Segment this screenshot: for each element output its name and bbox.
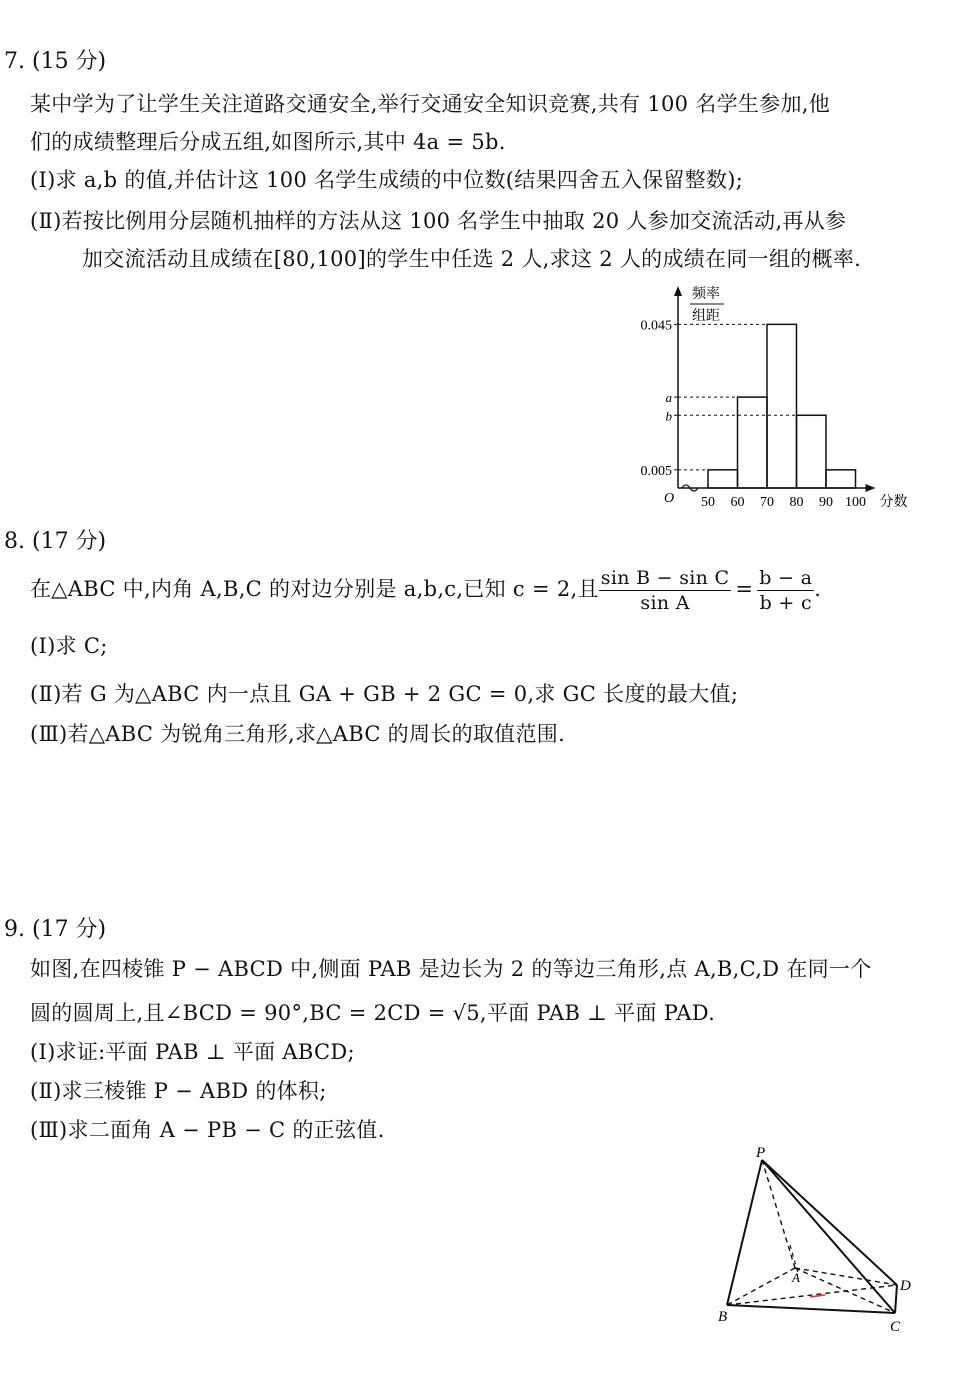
edge-PB [727, 1160, 762, 1305]
q8-frac-right-den: b + c [759, 592, 812, 614]
y-axis-title-top: 频率 [692, 287, 720, 302]
q9-line-1: 如图,在四棱锥 P − ABCD 中,侧面 PAB 是边长为 2 的等边三角形,点 A,B,C,D 在同一个 [30, 957, 872, 981]
q8-frac-left-num: sin B − sin C [600, 567, 730, 589]
y-axis-title-bottom: 组距 [692, 309, 720, 324]
edge-PD [762, 1160, 897, 1285]
vertex-label-B: B [718, 1309, 728, 1325]
q8-intro-line [30, 566, 821, 615]
x-tick-label: 70 [760, 495, 774, 510]
q8-number: 8. (17 分) [4, 529, 107, 554]
edge-AC [795, 1268, 895, 1313]
histogram-guides [674, 324, 797, 469]
y-tick-label: 0.005 [640, 463, 672, 479]
x-tick-label: 50 [701, 495, 715, 510]
q9-part1: (Ⅰ)求证:平面 PAB ⊥ 平面 ABCD; [30, 1040, 355, 1064]
q7-line-1: 某中学为了让学生关注道路交通安全,举行交通安全知识竞赛,共有 100 名学生参加,他 [30, 92, 831, 116]
edge-CD [895, 1285, 897, 1313]
y-tick-label: a [665, 390, 672, 406]
q9-line-2: 圆的圆周上,且∠BCD = 90°,BC = 2CD = √5,平面 PAB ⊥ 平面 PAD. [30, 1001, 716, 1025]
edge-BC [727, 1305, 895, 1313]
pyramid-figure [700, 1145, 930, 1345]
q8-intro: 在△ABC 中,内角 A,B,C 的对边分别是 a,b,c,已知 c = 2,且 [30, 577, 599, 601]
q7-part1: (Ⅰ)求 a,b 的值,并估计这 100 名学生成绩的中位数(结果四舍五入保留整数); [30, 168, 744, 192]
edge-PC [762, 1160, 895, 1313]
y-tick-label: b [665, 408, 672, 424]
edge-AB [727, 1268, 795, 1305]
histogram-bar [797, 415, 827, 488]
q8-fraction-right [757, 566, 814, 615]
q9-part3: (Ⅲ)求二面角 A − PB − C 的正弦值. [30, 1118, 385, 1142]
histogram-bar [738, 397, 768, 488]
q8-fraction-left [599, 566, 732, 615]
histogram-bar [767, 324, 797, 488]
vertex-label-A: A [792, 1270, 800, 1285]
histogram-chart [620, 278, 920, 518]
histogram-bars [708, 324, 856, 488]
q8-part2: (Ⅱ)若 G 为△ABC 内一点且 GA + GB + 2 GC = 0,求 GC 长度的最大值; [30, 682, 739, 706]
q9-number: 9. (17 分) [4, 917, 107, 942]
histogram-bar [826, 470, 856, 488]
origin-label: O [664, 491, 675, 506]
x-axis-arrow [866, 484, 876, 492]
x-tick-label: 60 [730, 495, 745, 510]
q7-part2-line1: (Ⅱ)若按比例用分层随机抽样的方法从这 100 名学生中抽取 20 人参加交流活动,再从参 [30, 209, 847, 233]
y-tick-label: 0.045 [640, 318, 672, 334]
vertex-label-D: D [900, 1278, 911, 1294]
x-tick-label: 80 [789, 495, 804, 510]
vertex-label-C: C [890, 1319, 901, 1335]
x-tick-label: 100 [845, 495, 866, 510]
q7-part2-line2: 加交流活动且成绩在[80,100]的学生中任选 2 人,求这 2 人的成绩在同一组的概率. [82, 247, 862, 271]
q7-line-2: 们的成绩整理后分成五组,如图所示,其中 4a = 5b. [30, 130, 506, 154]
q8-equals: = [735, 577, 754, 601]
histogram-labels [641, 286, 908, 510]
y-axis-arrow [674, 286, 682, 296]
q8-part3: (Ⅲ)若△ABC 为锐角三角形,求△ABC 的周长的取值范围. [30, 722, 566, 746]
x-tick-label: 90 [819, 495, 833, 510]
q8-part1: (Ⅰ)求 C; [30, 634, 108, 658]
q8-frac-left-den: sin A [640, 592, 690, 614]
vertex-label-P: P [756, 1145, 766, 1161]
q9-part2: (Ⅱ)求三棱锥 P − ABD 的体积; [30, 1079, 327, 1103]
q8-frac-right-num: b − a [759, 567, 813, 589]
x-axis-title: 分数 [879, 495, 908, 510]
q7-number: 7. (15 分) [4, 49, 107, 74]
q8-end: . [814, 577, 822, 601]
histogram-bar [708, 470, 738, 488]
